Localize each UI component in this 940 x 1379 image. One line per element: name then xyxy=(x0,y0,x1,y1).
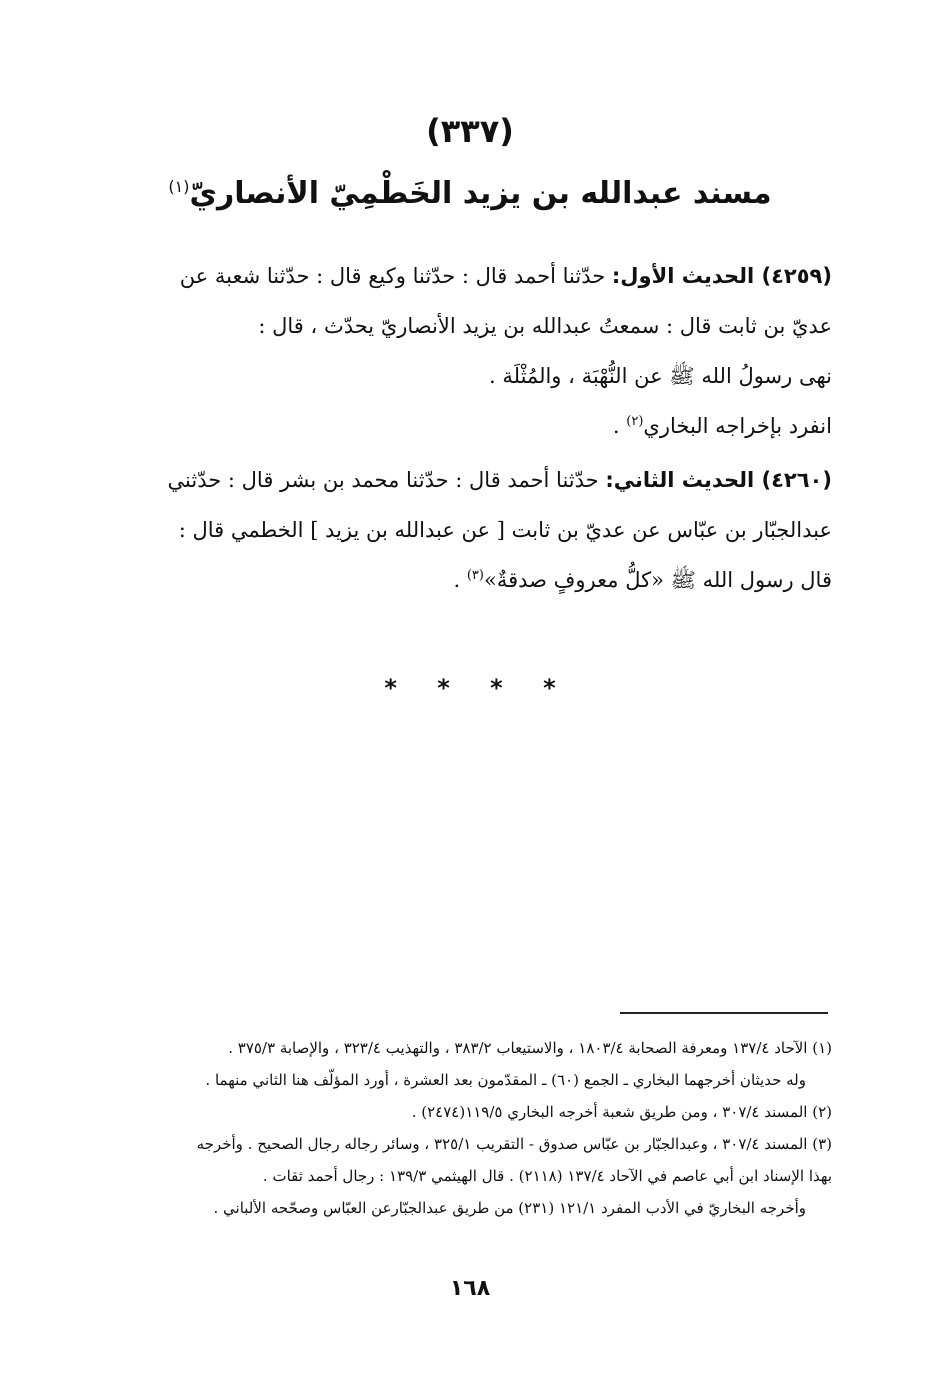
footnotes-section xyxy=(62,1032,832,1224)
separator-star: * xyxy=(384,674,397,702)
chapter-title-footnote-ref[interactable]: (١) xyxy=(168,177,190,196)
separator-star: * xyxy=(437,674,450,702)
footnote-3-line-3: وأخرجه البخاريّ في الأدب المفرد ١٢١/١ (٢٣١) من طريق عبدالجبّارعن العبّاس وصحّحه الألباني . xyxy=(213,1199,806,1217)
hadith-1-isnad-line-1 xyxy=(62,251,832,301)
hadith-2-isnad-line-1 xyxy=(62,455,832,505)
hadith-2-matn-line xyxy=(62,555,832,605)
hadith-1-isnad-1: حدّثنا أحمد قال : حدّثنا وكيع قال : حدّثنا شعبة عن xyxy=(179,264,606,288)
hadith-1-footnote-ref[interactable]: (٢) xyxy=(626,414,644,429)
hadith-2-footnote-ref[interactable]: (٣) xyxy=(466,568,484,583)
hadith-1-matn: نهى رسولُ الله ﷺ عن النُّهْبَة ، والمُثْلَة . xyxy=(489,364,832,388)
hadith-2-isnad-1: حدّثنا أحمد قال : حدّثنا محمد بن بشر قال : حدّثني xyxy=(167,468,599,492)
hadith-1-isnad-line-2: عديّ بن ثابت قال : سمعتُ عبدالله بن يزيد الأنصاريّ يحدّث ، قال : xyxy=(258,314,832,338)
section-separator xyxy=(0,674,940,702)
hadith-block-2 xyxy=(62,455,832,605)
hadith-1-note-end: . xyxy=(612,414,620,438)
footnote-divider xyxy=(620,1012,828,1014)
separator-star: * xyxy=(490,674,503,702)
hadith-2-matn: قال رسول الله ﷺ «كلُّ معروفٍ صدقةٌ» xyxy=(483,568,832,592)
hadith-block-1 xyxy=(62,251,832,451)
footnote-1-line-1: (١) الآحاد ١٣٧/٤ ومعرفة الصحابة ١٨٠٣/٤ ، والاستيعاب ٣٨٣/٢ ، والتهذيب ٣٢٣/٤ ، والإصابة ٣٧٥/٣ . xyxy=(228,1039,832,1057)
hadith-2-matn-end: . xyxy=(453,568,461,592)
footnote-1-line-2: وله حديثان أخرجهما البخاري ـ الجمع (٦٠) ـ المقدّمون بعد العشرة ، أورد المؤلّف هنا الثاني منهما . xyxy=(205,1071,806,1089)
hadith-1-note-line xyxy=(62,401,832,451)
footnote-2-line-1: (٢) المسند ٣٠٧/٤ ، ومن طريق شعبة أخرجه البخاري ١١٩/٥(٢٤٧٤) . xyxy=(411,1103,832,1121)
hadith-2-heading: (٤٢٦٠) الحديث الثاني: xyxy=(605,468,832,492)
hadith-1-heading: (٤٢٥٩) الحديث الأول: xyxy=(611,264,832,288)
hadith-1-note: انفرد بإخراجه البخاري xyxy=(643,414,832,438)
chapter-title xyxy=(100,176,840,211)
footnote-3-line-1: (٣) المسند ٣٠٧/٤ ، وعبدالجبّار بن عبّاس صدوق - التقريب ٣٢٥/١ ، وسائر رجاله رجال الصحيح . وأخرجه xyxy=(196,1135,832,1153)
footnote-3-line-2: بهذا الإسناد ابن أبي عاصم في الآحاد ١٣٧/٤ (٢١١٨) . قال الهيثمي ١٣٩/٣ : رجال أحمد ثقات . xyxy=(262,1167,832,1185)
page-number: ١٦٨ xyxy=(449,1276,491,1301)
chapter-number: (٣٣٧) xyxy=(426,112,514,150)
chapter-title-text: مسند عبدالله بن يزيد الخَطْمِيّ الأنصاريّ xyxy=(189,176,772,211)
separator-star: * xyxy=(543,674,556,702)
hadith-2-isnad-line-2: عبدالجبّار بن عبّاس عن عديّ بن ثابت [ عن عبدالله بن يزيد ] الخطمي قال : xyxy=(178,518,832,542)
